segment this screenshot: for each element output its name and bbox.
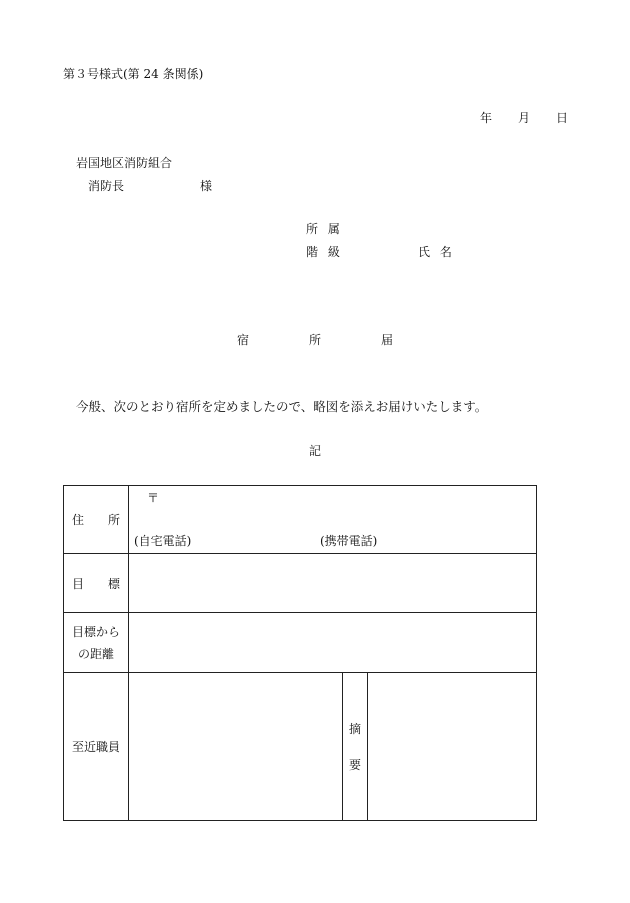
remarks-label-2: 要 [348,757,361,772]
date-year-label: 年 [480,111,493,125]
remarks-label-cell [343,673,368,821]
distance-value-cell[interactable] [129,613,537,673]
remarks-value-cell[interactable] [368,673,537,821]
title-char-3: 届 [381,333,394,347]
body-text: 今般、次のとおり宿所を定めましたので、略図を添えお届けいたします。 [76,399,488,414]
remarks-label-1: 摘 [348,721,361,736]
distance-label-cell [64,613,129,673]
address-label-cell [64,486,129,554]
form-table [63,485,537,821]
nearest-staff-label: 至近職員 [71,740,120,754]
staff-row [64,673,537,821]
home-phone-label: (自宅電話) [134,534,192,548]
date-day-label: 日 [556,111,569,125]
address-row [64,486,537,554]
rank-label: 階 級 [306,245,340,259]
affiliation-label: 所 属 [306,222,340,236]
nearest-staff-value-cell[interactable] [129,673,343,821]
address-value-cell[interactable] [129,486,537,554]
form-number: 第３号様式(第 24 条関係) [63,67,204,81]
mobile-phone-label: (携帯電話) [320,534,378,548]
landmark-row [64,554,537,613]
nearest-staff-label-cell [64,673,129,821]
landmark-label-1: 目 [71,576,84,591]
address-label-1: 住 [71,513,84,527]
landmark-label-2: 標 [108,576,121,591]
postal-mark: 〒 [147,491,160,505]
distance-label-1: 目標から [71,624,120,639]
addressee-organization: 岩国地区消防組合 [76,156,173,170]
landmark-value-cell[interactable] [129,554,537,613]
distance-label-2: の距離 [77,646,114,661]
title-char-1: 宿 [237,333,250,347]
addressee-title: 消防長 [88,179,125,193]
addressee-honorific: 様 [200,179,213,193]
date-month-label: 月 [518,111,531,125]
landmark-label-cell [64,554,129,613]
address-label-2: 所 [108,513,121,527]
title-char-2: 所 [309,333,322,347]
distance-row [64,613,537,673]
name-label: 氏 名 [418,245,452,259]
ki-label: 記 [309,444,322,458]
